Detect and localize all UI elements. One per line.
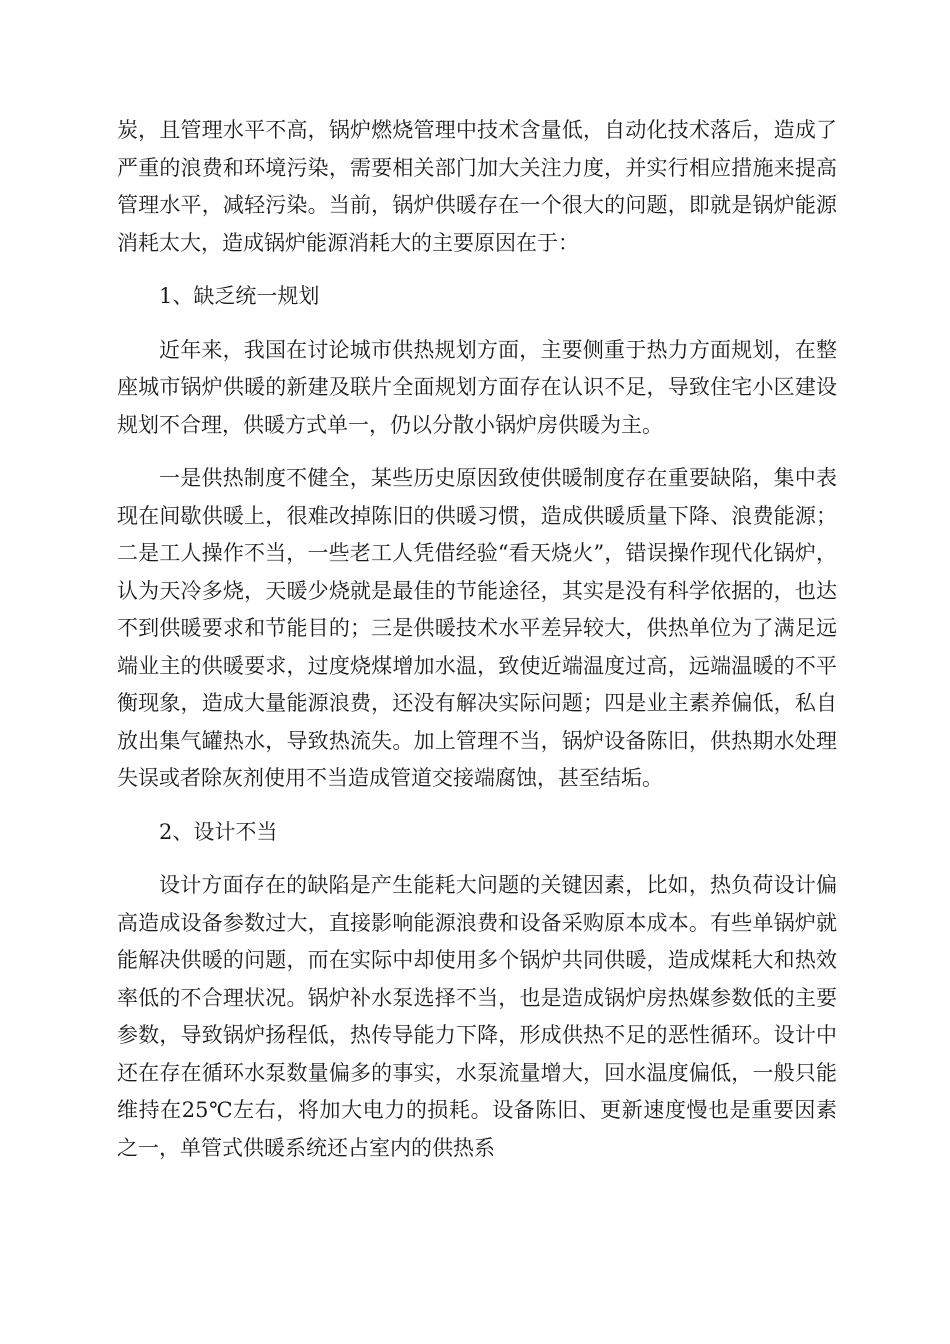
section-heading-2: 2、设计不当	[159, 819, 278, 844]
paragraph-planning: 近年来，我国在讨论城市供热规划方面，主要侧重于热力方面规划，在整座城市锅炉供暖的新建及联片全面规划方面存在认识不足，导致住宅小区建设规划不合理，供暖方式单一，仍以分散小锅炉房供暖为主。	[117, 337, 837, 437]
paragraph-intro: 炭，且管理水平不高，锅炉燃烧管理中技术含量低，自动化技术落后，造成了严重的浪费和环境污染，需要相关部门加大关注力度，并实行相应措施来提高管理水平，减轻污染。当前，锅炉供暖存在一个很大的问题，即就是锅炉能源消耗太大，造成锅炉能源消耗大的主要原因在于：	[117, 118, 837, 255]
document-page	[117, 112, 837, 1183]
section-heading-1: 1、缺乏统一规划	[159, 284, 320, 308]
paragraph-design: 设计方面存在的缺陷是产生能耗大问题的关键因素，比如，热负荷设计偏高造成设备参数过大，直接影响能源浪费和设备采购原本成本。有些单锅炉就能解决供暖的问题，而在实际中却使用多个锅炉共同供暖，造成煤耗大和热效率低的不合理状况。锅炉补水泵选择不当，也是造成锅炉房热媒参数低的主要参数，导致锅炉扬程低，热传导能力下降，形成供热不足的恶性循环。设计中还在存在循环水泵数量偏多的事实，水泵流量增大，回水温度偏低，一般只能维持在25℃左右，将加大电力的损耗。设备陈旧、更新速度慢也是重要因素之一，单管式供暖系统还占室内的供热系	[117, 873, 837, 1160]
paragraph-system-issues: 一是供热制度不健全，某些历史原因致使供暖制度存在重要缺陷，集中表现在间歇供暖上，很难改掉陈旧的供暖习惯，造成供暖质量下降、浪费能源；二是工人操作不当，一些老工人凭借经验“看天烧火”，错误操作现代化锅炉，认为天冷多烧，天暖少烧就是最佳的节能途径，其实是没有科学依据的，也达不到供暖要求和节能目的；三是供暖技术水平差异较大，供热单位为了满足远端业主的供暖要求，过度烧煤增加水温，致使近端温度过高，远端温暖的不平衡现象，造成大量能源浪费，还没有解决实际问题；四是业主素养偏低，私自放出集气罐热水，导致热流失。加上管理不当，锅炉设备陈旧，供热期水处理失误或者除灰剂使用不当造成管道交接端腐蚀，甚至结垢。	[117, 466, 837, 790]
